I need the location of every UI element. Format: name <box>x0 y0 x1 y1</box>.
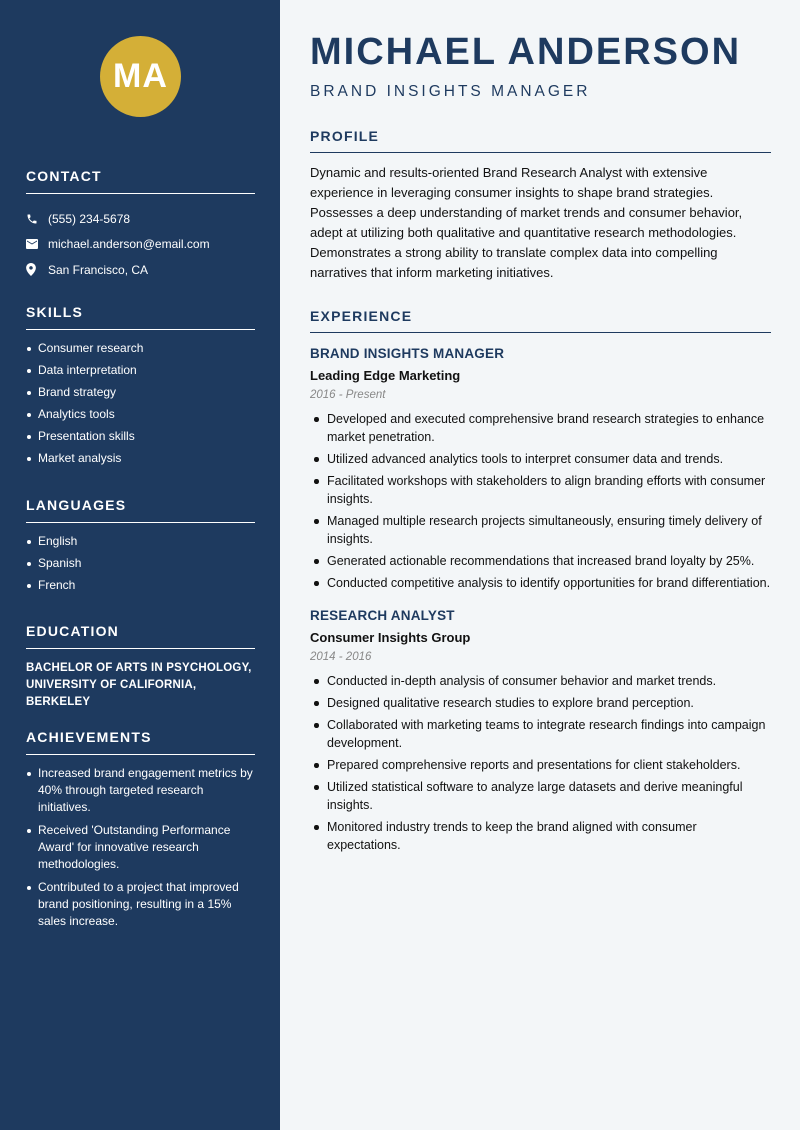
duty-item: Facilitated workshops with stakeholders to align branding efforts with consumer insights. <box>310 472 771 508</box>
skill-item: Brand strategy <box>26 384 255 401</box>
language-item: French <box>26 577 255 594</box>
avatar-initials: MA <box>113 57 168 95</box>
skill-item: Data interpretation <box>26 362 255 379</box>
skill-item: Analytics tools <box>26 406 255 423</box>
skills-section <box>26 304 255 472</box>
job-dates: 2014 - 2016 <box>310 651 372 663</box>
location-icon <box>26 263 48 276</box>
candidate-name: MICHAEL ANDERSON <box>310 31 742 73</box>
job-entry <box>310 608 771 854</box>
job-duties <box>310 672 771 854</box>
job-title: BRAND INSIGHTS MANAGER <box>310 346 505 361</box>
profile-heading: PROFILE <box>310 128 771 153</box>
skill-item: Presentation skills <box>26 428 255 445</box>
skills-heading: SKILLS <box>26 304 255 330</box>
duty-item: Managed multiple research projects simultaneously, ensuring timely delivery of insights. <box>310 512 771 548</box>
experience-heading: EXPERIENCE <box>310 308 771 333</box>
job-title: RESEARCH ANALYST <box>310 608 455 623</box>
contact-location-text: San Francisco, CA <box>48 262 149 277</box>
job-entry <box>310 346 771 592</box>
achievements-section <box>26 729 255 936</box>
achievement-item: Increased brand engagement metrics by 40% through targeted research initiatives. <box>26 765 255 816</box>
education-heading: EDUCATION <box>26 623 255 649</box>
contact-heading: CONTACT <box>26 168 255 194</box>
language-item: Spanish <box>26 555 255 572</box>
contact-section <box>26 168 255 283</box>
duty-item: Conducted in-depth analysis of consumer behavior and market trends. <box>310 672 771 690</box>
skill-item: Consumer research <box>26 340 255 357</box>
job-company: Consumer Insights Group <box>310 630 471 645</box>
job-dates: 2016 - Present <box>310 389 386 401</box>
experience-section <box>310 308 771 858</box>
email-icon <box>26 239 48 249</box>
skill-item: Market analysis <box>26 450 255 467</box>
duty-item: Collaborated with marketing teams to integrate research findings into campaign development. <box>310 716 771 752</box>
duty-item: Developed and executed comprehensive brand research strategies to enhance market penetration. <box>310 410 771 446</box>
duty-item: Utilized statistical software to analyze large datasets and derive meaningful insights. <box>310 778 771 814</box>
education-section <box>26 623 255 711</box>
achievement-item: Received 'Outstanding Performance Award' for innovative research methodologies. <box>26 822 255 873</box>
achievements-list <box>26 765 255 930</box>
phone-icon <box>26 213 48 225</box>
language-item: English <box>26 533 255 550</box>
avatar <box>100 36 181 117</box>
candidate-title: BRAND INSIGHTS MANAGER <box>310 83 591 100</box>
duty-item: Utilized advanced analytics tools to interpret consumer data and trends. <box>310 450 771 468</box>
duty-item: Monitored industry trends to keep the brand aligned with consumer expectations. <box>310 818 771 854</box>
job-duties <box>310 410 771 592</box>
contact-phone[interactable] <box>26 206 255 232</box>
contact-location[interactable] <box>26 257 255 283</box>
languages-section <box>26 497 255 599</box>
skills-list <box>26 340 255 467</box>
contact-email-text: michael.anderson@email.com <box>48 237 210 252</box>
languages-list <box>26 533 255 594</box>
profile-text: Dynamic and results-oriented Brand Research Analyst with extensive experience in leveraging consumer insights to shape brand strategies. Possesses a deep understanding of market trends and consumer behavior, adept at utilizing both qualitative and quantitative research methodologies. Demonstrates a strong ability to translate complex data into compelling narratives that inform marketing initiatives. <box>310 165 743 280</box>
achievements-heading: ACHIEVEMENTS <box>26 729 255 755</box>
duty-item: Generated actionable recommendations that increased brand loyalty by 25%. <box>310 552 771 570</box>
contact-list <box>26 206 255 283</box>
languages-heading: LANGUAGES <box>26 497 255 523</box>
sidebar <box>0 0 280 1130</box>
job-company: Leading Edge Marketing <box>310 368 461 383</box>
profile-section <box>310 128 771 283</box>
contact-email[interactable] <box>26 232 255 258</box>
education-degree: BACHELOR OF ARTS IN PSYCHOLOGY, UNIVERSITY OF CALIFORNIA, BERKELEY <box>26 662 252 708</box>
duty-item: Designed qualitative research studies to explore brand perception. <box>310 694 771 712</box>
duty-item: Prepared comprehensive reports and presentations for client stakeholders. <box>310 756 771 774</box>
duty-item: Conducted competitive analysis to identify opportunities for brand differentiation. <box>310 574 771 592</box>
achievement-item: Contributed to a project that improved brand positioning, resulting in a 15% sales increase. <box>26 879 255 930</box>
contact-phone-text: (555) 234-5678 <box>48 211 131 226</box>
